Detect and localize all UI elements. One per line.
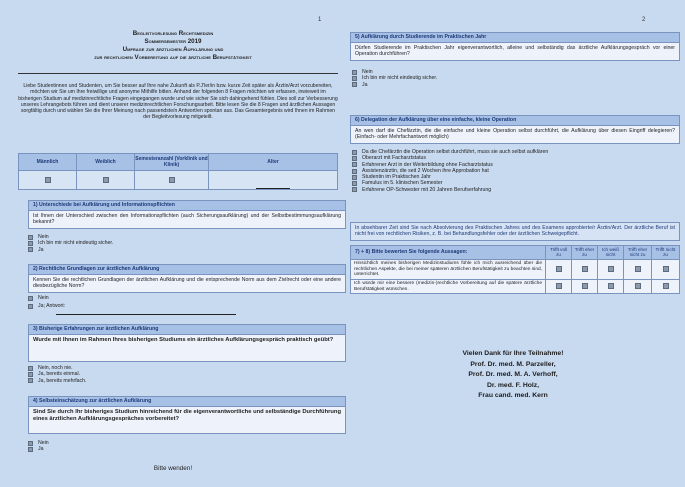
checkbox[interactable] xyxy=(352,82,357,87)
option[interactable]: Famulus im 5. klinischen Semester xyxy=(352,180,548,186)
statement: Hinsichtlich meines bisherigen Medizinstudiums fühle ich mich ausreichend über die rechtlichen Aspekte, die bei meiner späteren ärztlichen Berufstätigkeit zu beachten sind, unterrichtet. xyxy=(351,259,546,279)
checkbox[interactable] xyxy=(352,169,357,174)
option[interactable]: Ja; Antwort: xyxy=(28,303,65,309)
question-6-options xyxy=(352,149,548,193)
checkbox[interactable] xyxy=(28,241,33,246)
checkbox[interactable] xyxy=(663,283,669,289)
checkbox[interactable] xyxy=(635,283,641,289)
female-cell xyxy=(77,171,135,190)
question-1 xyxy=(28,200,346,229)
question-2-title: 2) Rechtliche Grundlagen zur ärztlichen Aufklärung xyxy=(29,265,345,275)
male-cell xyxy=(19,171,77,190)
question-1-text: Ist Ihnen der Unterschied zwischen den Informationspflichten (auch Sicherungsaufklärung) und der Selbstbestimmungsaufklärung bekannt? xyxy=(33,213,341,226)
question-3 xyxy=(28,324,346,362)
checkbox[interactable] xyxy=(352,70,357,75)
question-6 xyxy=(350,115,680,144)
question-5-text: Dürfen Studierende im Praktischen Jahr eigenverantwortlich, alleine und selbständig das ärztliche Aufklärungsgespräch vor einer Operation durchführen? xyxy=(355,45,675,58)
question-7-8-intro: In absehbarer Zeit sind Sie nach Absolvierung des Praktischen Jahres und des Examens approbierte/r Ärztin/Arzt. Der ärztliche Beruf ist nicht frei von rechtlichen Risiken, z. B. bei Behandlungsfehler oder der ärztlichen Schweigepflicht. xyxy=(350,222,680,241)
checkbox[interactable] xyxy=(352,187,357,192)
question-5-options xyxy=(352,69,437,88)
rating-table xyxy=(350,245,680,294)
option[interactable]: Nein xyxy=(28,440,49,446)
question-2 xyxy=(28,264,346,293)
option[interactable]: Da die Chefärztin die Operation selbst durchführt, muss sie auch selbst aufklären xyxy=(352,149,548,155)
female-header: Weiblich xyxy=(77,154,135,171)
question-4-options xyxy=(28,440,49,453)
page-number: 2 xyxy=(642,17,646,23)
question-3-options xyxy=(28,365,86,384)
question-5-title: 5) Aufklärung durch Studierende im Praktischen Jahr xyxy=(351,33,679,43)
age-header: Alter xyxy=(209,154,338,171)
turn-page-note: Bitte wenden! xyxy=(153,465,193,472)
checkbox[interactable] xyxy=(28,296,33,301)
question-1-options xyxy=(28,234,113,253)
semester-cell xyxy=(135,171,209,190)
divider xyxy=(18,73,338,74)
checkbox[interactable] xyxy=(352,150,357,155)
checkbox[interactable] xyxy=(608,266,614,272)
question-2-text: Kennen Sie die rechtlichen Grundlagen der ärztlichen Aufklärung und die entsprechende Norm aus dem Zivilrecht oder eine andere diesbezügliche Norm? xyxy=(33,277,341,290)
option[interactable]: Nein xyxy=(28,234,113,240)
option[interactable]: Ja, bereits mehrfach. xyxy=(28,378,86,384)
age-input[interactable] xyxy=(256,184,290,189)
thanks-block: Vielen Dank für Ihre Teilnahme! Prof. Dr. med. M. Parzeller, Prof. Dr. med. M. A. Verhoff, Dr. med. F. Holz, Frau cand. med. Kern xyxy=(462,350,564,399)
question-4-text: Sind Sie durch Ihr bisheriges Studium hinreichend für die eigenverantwortliche und selbständige Durchführung eines ärztlichen Aufklärungsgespräches vorbereitet? xyxy=(33,409,341,423)
checkbox[interactable] xyxy=(352,156,357,161)
checkbox[interactable] xyxy=(556,283,562,289)
option[interactable]: Ja, bereits einmal. xyxy=(28,371,86,377)
question-3-title: 3) Bisherige Erfahrungen zur ärztlichen Aufklärung xyxy=(29,325,345,335)
demographics-table xyxy=(18,153,338,190)
option[interactable]: Nein, noch nie. xyxy=(28,365,86,371)
checkbox[interactable] xyxy=(352,181,357,186)
col-eher-nicht-zu: Trifft eher nicht zu xyxy=(624,246,652,260)
checkbox[interactable] xyxy=(28,304,33,309)
question-3-text: Wurde mit Ihnen im Rahmen Ihres bisherigen Studiums ein ärztliches Aufklärungsgespräch praktisch geübt? xyxy=(33,337,334,343)
option[interactable]: Erfahrene OP-Schwester mit 20 Jahren Berufserfahrung xyxy=(352,187,548,193)
page-number: 1 xyxy=(318,17,322,23)
question-6-title: 6) Delegation der Aufklärung über eine einfache, kleine Operation xyxy=(351,116,679,126)
statement: Ich würde mir eine bessere (medizin-)rechtliche Vorbereitung auf die spätere ärztliche Berufstätigkeit wünschen. xyxy=(351,279,546,293)
option[interactable]: Assistenzärztin, die seit 2 Wochen ihre Approbation hat xyxy=(352,168,548,174)
female-checkbox[interactable] xyxy=(103,177,109,183)
checkbox[interactable] xyxy=(28,378,33,383)
question-1-title: 1) Unterschiede bei Aufklärung und Informationspflichten xyxy=(29,201,345,211)
question-2-options xyxy=(28,295,65,310)
checkbox[interactable] xyxy=(582,266,588,272)
option[interactable]: Oberarzt mit Facharztstatus xyxy=(352,155,548,161)
checkbox[interactable] xyxy=(608,283,614,289)
option[interactable]: Ja xyxy=(28,446,49,452)
page-title: Begleitvorlesung Rechtsmedizin Sommersemester 2019 Umfrage zur ärztlichen Aufklärung und zur rechtlichen Vorbereitung auf die ärztliche Berufstätigkeit xyxy=(94,30,252,61)
checkbox[interactable] xyxy=(28,441,33,446)
male-header: Männlich xyxy=(19,154,77,171)
checkbox[interactable] xyxy=(556,266,562,272)
checkbox[interactable] xyxy=(352,76,357,81)
semester-checkbox[interactable] xyxy=(169,177,175,183)
option[interactable]: Erfahrener Arzt in der Weiterbildung ohne Facharztstatus xyxy=(352,162,548,168)
semester-header: Semesteranzahl (Vorklinik und Klinik) xyxy=(135,154,209,171)
option[interactable]: Studentin im Praktischen Jahr xyxy=(352,174,548,180)
col-trifft-voll-zu: Trifft voll zu xyxy=(546,246,572,260)
option[interactable]: Ich bin mir nicht eindeutig sicher. xyxy=(352,75,437,81)
checkbox[interactable] xyxy=(28,235,33,240)
checkbox[interactable] xyxy=(582,283,588,289)
question-6-text: An wen darf die Chefärztin, die die einfache und kleine Operation selbst durchführt, die Aufklärung über diesen Eingriff delegieren? (Einfach- oder Mehrfachantwort möglich) xyxy=(355,128,675,141)
option[interactable]: Ja xyxy=(352,82,437,88)
intro-text: Liebe Studentinnen und Studenten, um Sie besser auf Ihre nahe Zukunft als P.J'ler/in bzw. kurze Zeit später als Ärztin/Arzt vorzubereiten, möchten wir Sie um Ihre freiwillige und anonyme Mithilfe bitten. Anhand der folgenden 8 Fragen möchten wir erfassen, inwieweit im bisherigen Studium auf medizinrechtliche Fragen eingegangen wurde und wie sicher Sie sich dahingehend fühlen. Dies soll zur Verbesserung unseres Lehrangebots führen und dient unserer medizinrechtlichen Forschungsarbeit. Bitte lesen Sie die 8 Fragen und ärztlichen Aussagen sorgfältig durch und wählen Sie die Ihrer Meinung nach passendste/n Antwort/en spontan aus. Das Gesamtergebnis wird Ihnen im Rahmen der Begleitvorlesung mitgeteilt. xyxy=(18,83,338,121)
answer-line[interactable] xyxy=(56,314,236,315)
age-cell xyxy=(209,171,338,190)
question-4 xyxy=(28,396,346,434)
col-weiss-nicht: Ich weiß nicht xyxy=(598,246,624,260)
col-trifft-eher-zu: Trifft eher zu xyxy=(572,246,598,260)
checkbox[interactable] xyxy=(635,266,641,272)
checkbox[interactable] xyxy=(28,366,33,371)
option[interactable]: Ja xyxy=(28,247,113,253)
question-4-title: 4) Selbsteinschätzung zur ärztlichen Aufklärung xyxy=(29,397,345,407)
table-row xyxy=(351,279,680,293)
checkbox[interactable] xyxy=(352,162,357,167)
checkbox[interactable] xyxy=(28,247,33,252)
option[interactable]: Nein xyxy=(352,69,437,75)
table-row xyxy=(351,259,680,279)
checkbox[interactable] xyxy=(28,447,33,452)
checkbox[interactable] xyxy=(663,266,669,272)
checkbox[interactable] xyxy=(352,175,357,180)
rating-header: 7) + 8) Bitte bewerten Sie folgende Aussagen: xyxy=(351,246,546,260)
checkbox[interactable] xyxy=(28,372,33,377)
question-5 xyxy=(350,32,680,61)
male-checkbox[interactable] xyxy=(45,177,51,183)
col-nicht-zu: Trifft nicht zu xyxy=(652,246,680,260)
option[interactable]: Nein xyxy=(28,295,65,301)
option[interactable]: Ich bin mir nicht eindeutig sicher. xyxy=(28,240,113,246)
